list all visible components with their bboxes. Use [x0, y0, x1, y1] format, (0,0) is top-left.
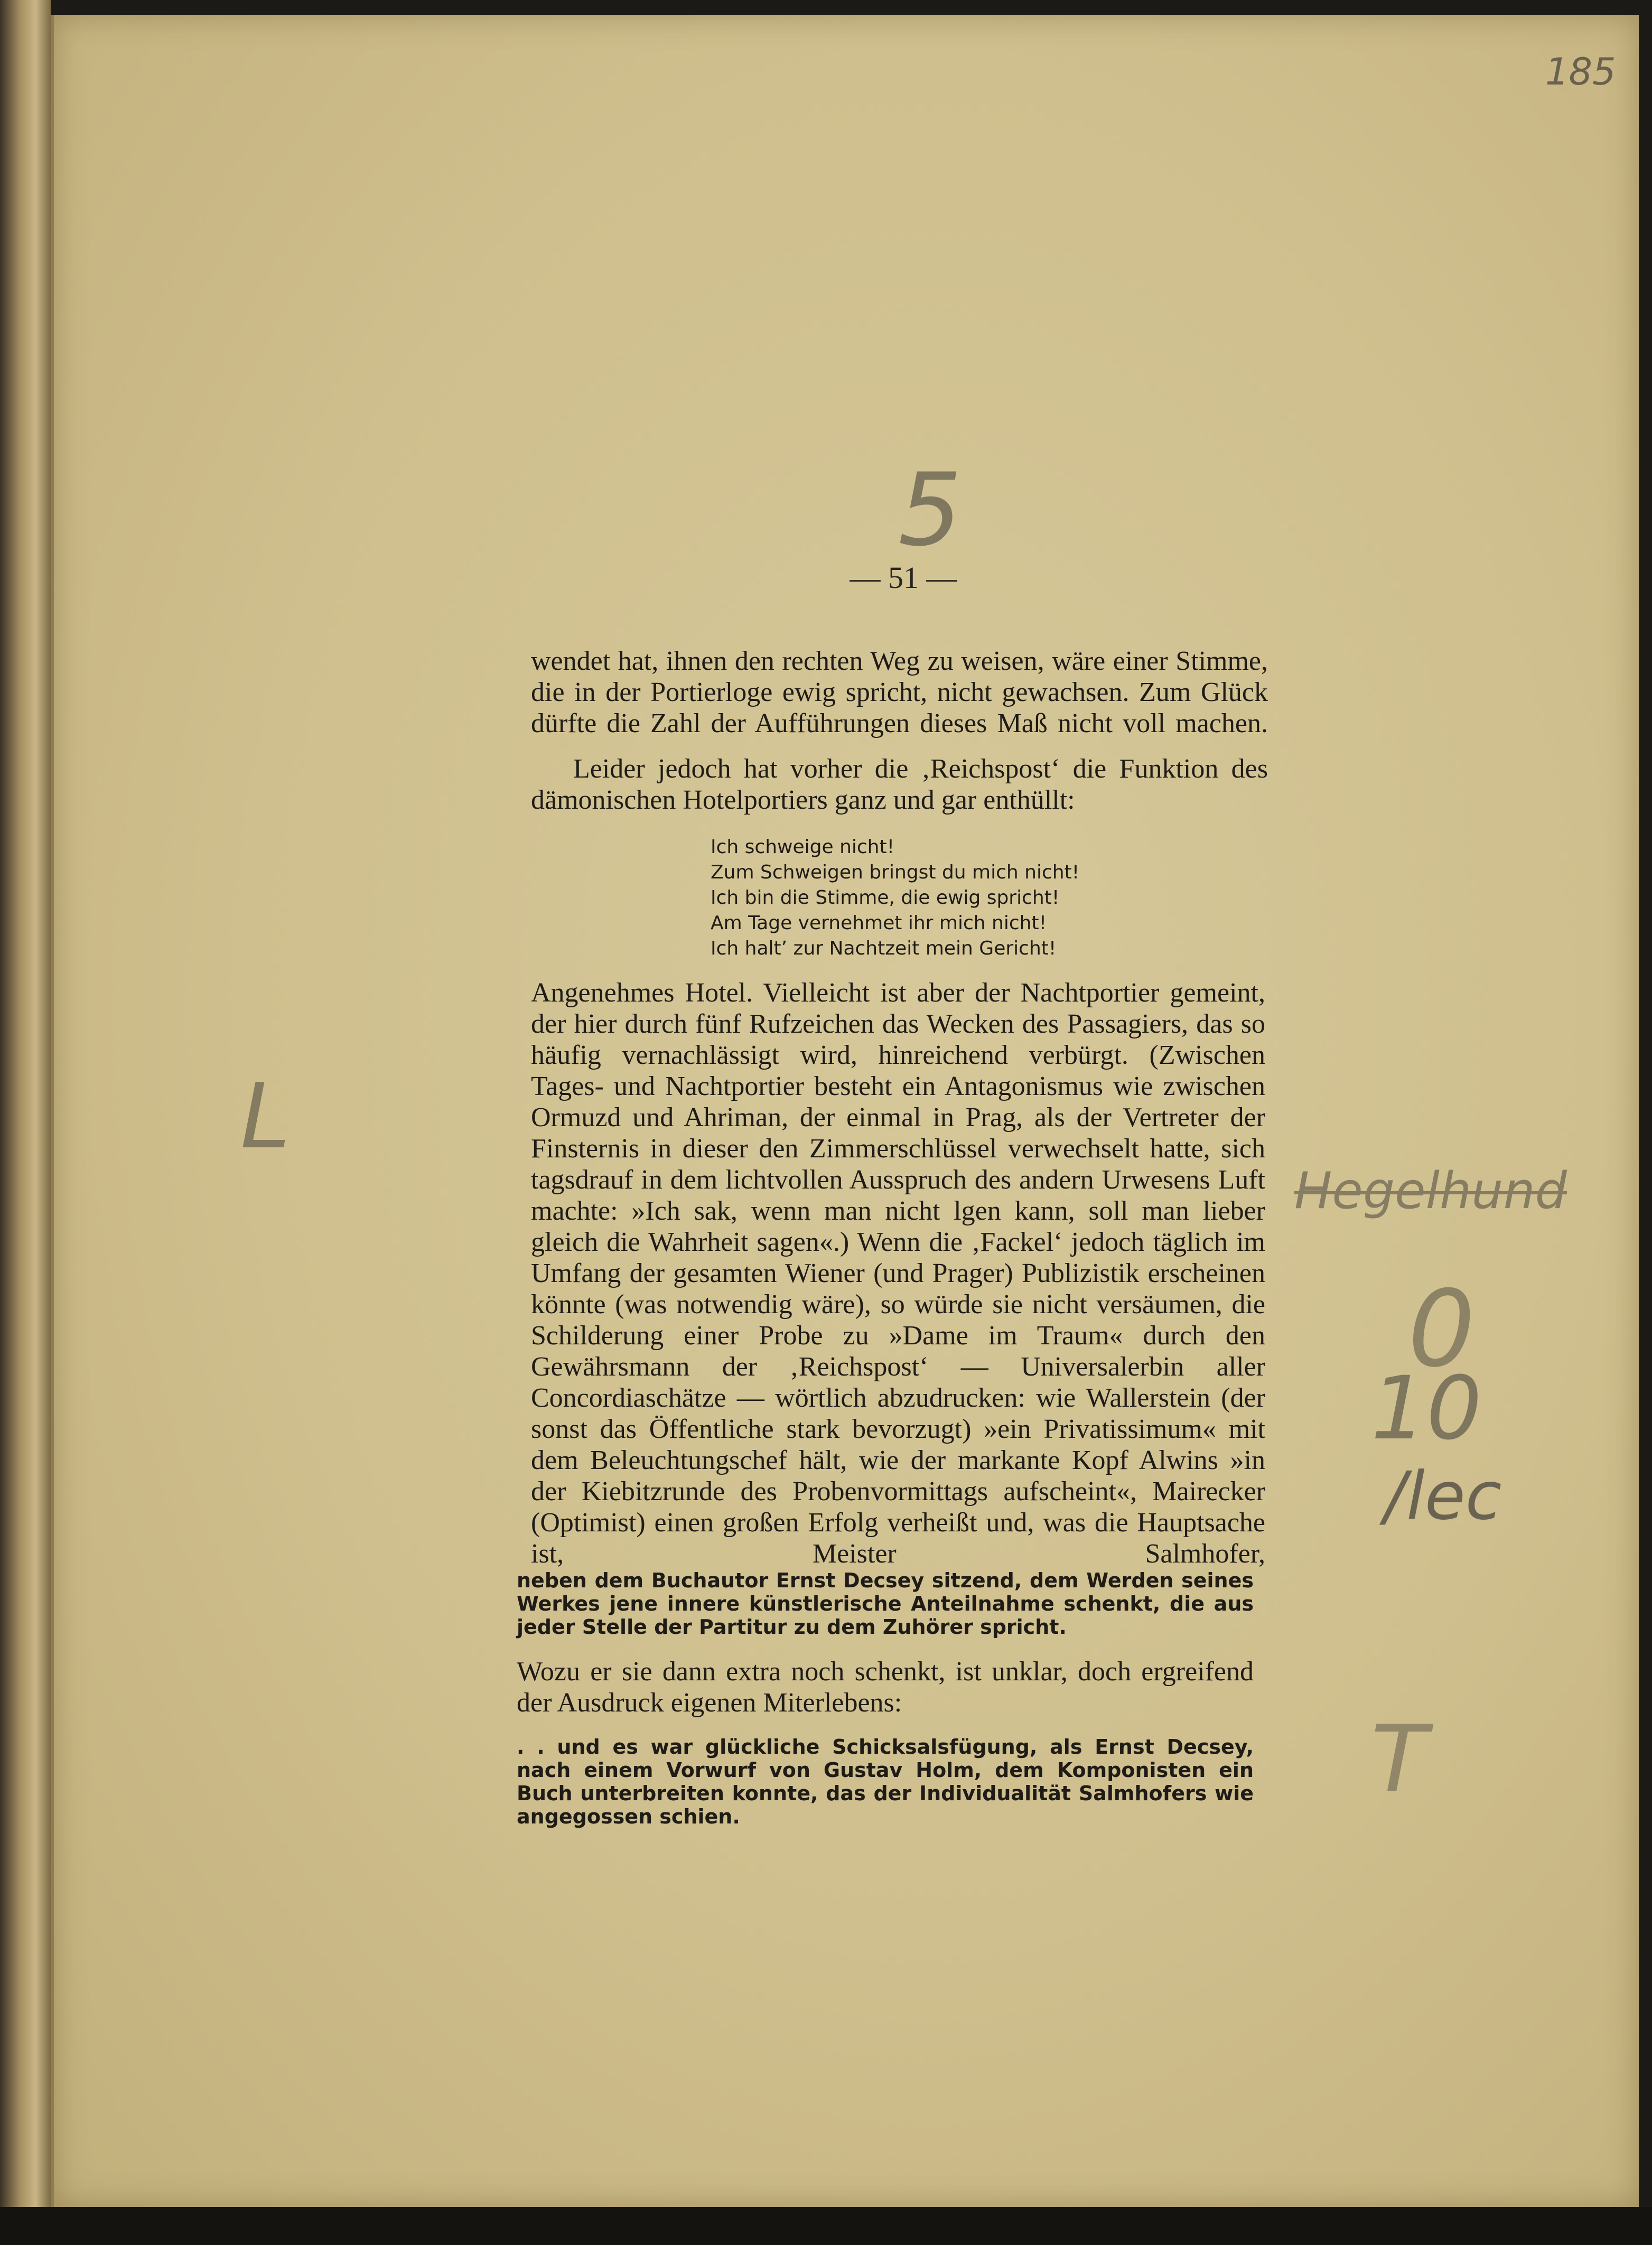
- book-spine: [0, 0, 51, 2245]
- paragraph-3: Angenehmes Hotel. Vielleicht ist aber der Nachtportier gemeint, der hier durch fünf Rufzeichen das Wecken des Passagiers, das so häufig vernachlässigt wird, hinreichend verbürgt. (Zwischen Tages- und Nachtportier besteht ein Antagonismus wie zwischen Ormuzd und Ahriman, der einmal in Prag, als der Vertreter der Finsternis in dieser den Zimmerschlüssel verwechselt hatte, sich tagsdrauf in dem lichtvollen Ausspruch des andern Urwesens Luft machte: »Ich sak, wenn man nicht lgen kann, soll man lieber gleich die Wahrheit sagen«.) Wenn die ‚Fackel‘ jedoch täglich im Umfang der gesamten Wiener (und Prager) Publizistik erscheinen könnte (was notwendig wäre), so würde sie nicht versäumen, die Schilderung einer Probe zu »Dame im Traum« durch den Gewährsmann der ‚Reichspost‘ — Universalerbin aller Concordiaschätze — wörtlich abzudrucken: wie Wallerstein (der sonst das Öffentliche stark bevorzugt) »ein Privatissimum« mit dem Beleuchtungschef hält, wie der markante Kopf Alwins »in der Kiebitzrunde des Probenvormittags aufscheint«, Mairecker (Optimist) einen großen Erfolg verheißt und, was die Hauptsache ist, Meister Salmhofer,: [531, 978, 1265, 1569]
- pencil-mark-5: 5: [898, 452, 962, 568]
- paragraph-2: Leider jedoch hat vorher die ‚Reichspost‘ die Funktion des dämonischen Hotelportiers ganz und gar enthüllt:: [531, 754, 1268, 815]
- verse-line: Zum Schweigen bringst du mich nicht!: [711, 862, 1080, 883]
- pencil-mark-lec: /lec: [1384, 1458, 1502, 1535]
- verse-line: Ich halt’ zur Nachtzeit mein Gericht!: [711, 938, 1057, 959]
- pencil-mark-10: 10: [1371, 1358, 1482, 1459]
- pencil-mark-struck-word: Hegelhund: [1294, 1162, 1567, 1220]
- quote-2: . . und es war glückliche Schicksalsfügung, als Ernst Decsey, nach einem Vorwurf von Gustav Holm, dem Komponisten ein Buch unterbreiten konnte, das der Individualität Salmhofers wie angegossen schien.: [517, 1735, 1254, 1828]
- paragraph-1: wendet hat, ihnen den rechten Weg zu weisen, wäre einer Stimme, die in der Portierloge ewig spricht, nicht gewachsen. Zum Glück dürfte die Zahl der Aufführungen dieses Maß nicht voll machen.: [531, 646, 1268, 738]
- verse-line: Ich bin die Stimme, die ewig spricht!: [711, 887, 1060, 909]
- pencil-mark-l: L: [240, 1064, 291, 1169]
- folio-number: 185: [1545, 50, 1616, 93]
- page-number: — 51 —: [850, 560, 957, 595]
- scan-bottom-edge: [0, 2207, 1652, 2245]
- verse-line: Ich schweige nicht!: [711, 836, 895, 858]
- verse-line: Am Tage vernehmet ihr mich nicht!: [711, 912, 1047, 934]
- verse-quote: [711, 835, 1133, 961]
- pencil-mark-0: 0: [1408, 1268, 1476, 1391]
- pencil-mark-t: T: [1371, 1706, 1427, 1813]
- quote-1: neben dem Buchautor Ernst Decsey sitzend, dem Werden seines Werkes jene innere künstlerische Anteilnahme schenkt, die aus jeder Stelle der Partitur zu dem Zuhörer spricht.: [517, 1569, 1254, 1639]
- paragraph-4: Wozu er sie dann extra noch schenkt, ist unklar, doch ergreifend der Ausdruck eigenen Miterlebens:: [517, 1657, 1254, 1718]
